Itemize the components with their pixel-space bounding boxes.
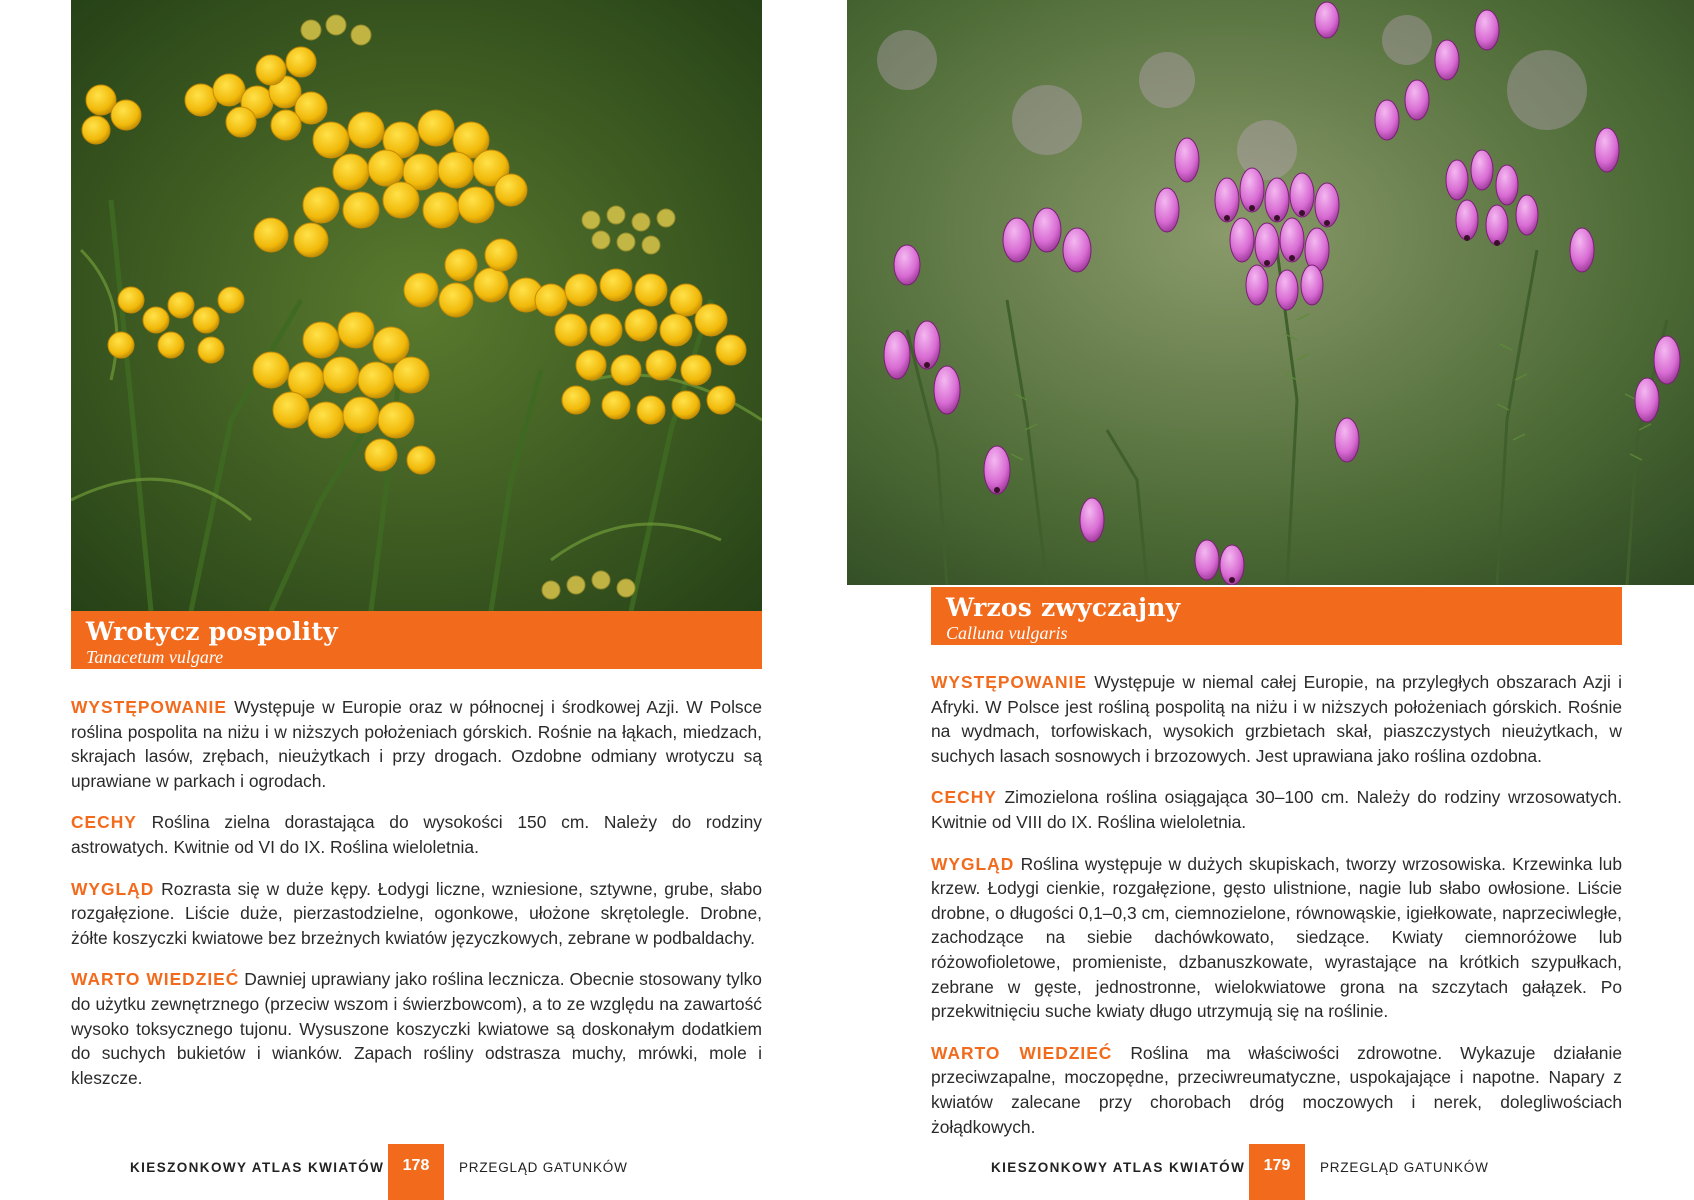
section-warto-wiedziec <box>931 1041 1622 1139</box>
tansy-photo <box>71 0 762 611</box>
species-name: Wrzos zwyczajny <box>946 593 1181 622</box>
section-label: WYSTĘPOWANIE <box>71 697 227 717</box>
section-label: WYGLĄD <box>931 853 1015 874</box>
section-text: Zimozielona roślina osiągająca 30–100 cm. Należy do rodziny wrzosowatych. Kwitnie od VIII do IX. Roślina wieloletnia. <box>931 787 1622 832</box>
section-label: CECHY <box>71 812 137 833</box>
heather-photo <box>847 0 1694 585</box>
book-series-title: KIESZONKOWY ATLAS KWIATÓW <box>130 1160 385 1175</box>
page-footer <box>0 1144 847 1200</box>
page-number: 178 <box>388 1144 444 1200</box>
species-description <box>931 670 1622 1156</box>
section-wyglad <box>71 877 762 951</box>
species-latin-name: Tanacetum vulgare <box>86 647 224 667</box>
right-page <box>847 0 1694 1200</box>
section-label: WYGLĄD <box>71 878 155 899</box>
section-wystepowanie <box>931 670 1622 768</box>
section-text: Rozrasta się w duże kępy. Łodygi liczne, wzniesione, sztywne, grube, słabo rozgałęzione. Liście duże, pierzastodzielne, ogonkowe, ułożone skrętolegle. Drobne, żółte koszyczki kwiatowe bez brzeżnych kwiatów języczkowych, zebrane w podbaldachy. <box>71 878 762 948</box>
section-wystepowanie <box>71 695 762 793</box>
section-warto-wiedziec <box>71 967 762 1090</box>
section-wyglad <box>931 852 1622 1024</box>
species-title-bar <box>71 611 762 669</box>
page-footer <box>847 1144 1694 1200</box>
tansy-image <box>71 0 762 611</box>
section-label: CECHY <box>931 787 997 808</box>
species-name: Wrotycz pospolity <box>86 617 338 646</box>
section-text: Występuje w Europie oraz w północnej i środkowej Azji. W Polsce roślina pospolita na niżu i w niższych położeniach górskich. Rośnie na łąkach, miedzach, skrajach lasów, zrębach, nieużytkach i przy drogach. Ozdobne odmiany wrotyczu są uprawiane w parkach i ogrodach. <box>71 697 762 791</box>
section-text: Roślina występuje w dużych skupiskach, tworzy wrzosowiska. Krzewinka lub krzew. Łodygi cienkie, rozgałęzione, gęsto ulistnione, nagie lub słabo owłosione. Liście drobne, o długości 0,1–0,3 cm, ciemnozielone, równowąskie, igiełkowate, naprzeciwległe, zachodzące na siebie dachówkowato, siedzące. Kwiaty ciemnoróżowe lub różowofioletowe, promieniste, dzbanuszkowate, wyrastające na krótkich szypułkach, zebrane w gęste, jednostronne, wielokwiatowe grona na szczytach gałązek. Po przekwitnięciu suche kwiaty długo utrzymują się na roślinie. <box>931 853 1622 1022</box>
section-text: Dawniej uprawiany jako roślina lecznicza. Obecnie stosowany tylko do użytku zewnętrznego (przeciw wszom i świerzbowcom), a to ze względu na zawartość wysoko toksycznego tujonu. Wysuszone koszyczki kwiatowe są doskonałym dodatkiem do suchych bukietów i wianków. Zapach rośliny odstrasza muchy, mrówki, mole i kleszcze. <box>71 969 762 1088</box>
species-latin-name: Calluna vulgaris <box>946 623 1068 643</box>
book-series-title: KIESZONKOWY ATLAS KWIATÓW <box>991 1160 1246 1175</box>
chapter-title: PRZEGLĄD GATUNKÓW <box>1320 1160 1489 1175</box>
section-text: Roślina zielna dorastająca do wysokości 150 cm. Należy do rodziny astrowatych. Kwitnie od VI do IX. Roślina wieloletnia. <box>71 812 762 857</box>
species-title-bar <box>931 587 1622 645</box>
section-label: WARTO WIEDZIEĆ <box>931 1042 1113 1063</box>
section-cechy <box>71 810 762 859</box>
section-label: WARTO WIEDZIEĆ <box>71 969 240 990</box>
heather-image <box>847 0 1694 585</box>
section-cechy <box>931 785 1622 834</box>
page-number: 179 <box>1249 1144 1305 1200</box>
section-label: WYSTĘPOWANIE <box>931 672 1087 692</box>
section-text: Występuje w niemal całej Europie, na przyległych obszarach Azji i Afryki. W Polsce jest rośliną pospolitą na niżu i w niższych położeniach górskich. Rośnie na wydmach, torfowiskach, wysokich grzbietach skał, piaszczystych nieużytkach, w suchych lasach sosnowych i brzozowych. Jest uprawiana jako roślina ozdobna. <box>931 672 1622 766</box>
species-description <box>71 695 762 1107</box>
chapter-title: PRZEGLĄD GATUNKÓW <box>459 1160 628 1175</box>
section-text: Roślina ma właściwości zdrowotne. Wykazuje działanie przeciwzapalne, moczopędne, przeciwreumatyczne, uspokajające i napotne. Napary z kwiatów zalecane przy chorobach dróg moczowych i nerek, dolegliwościach żołądkowych. <box>931 1042 1622 1137</box>
